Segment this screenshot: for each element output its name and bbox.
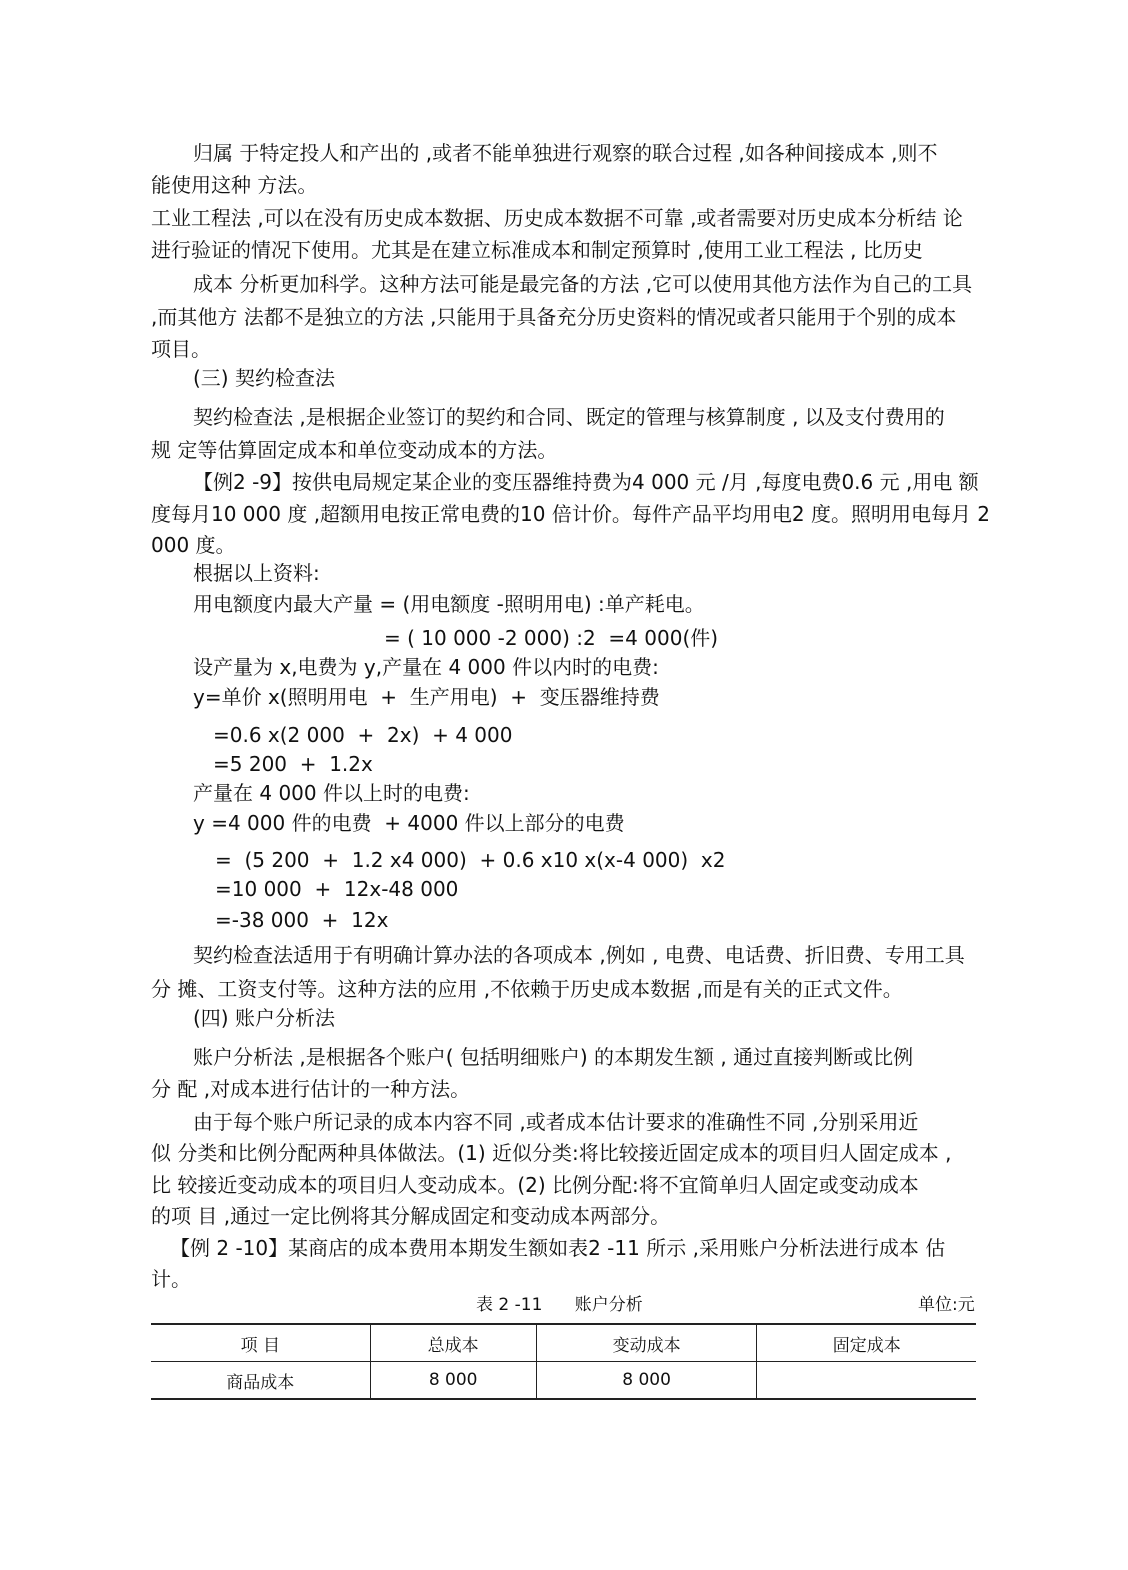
header-item: 项 目 bbox=[151, 1324, 370, 1362]
paragraph-line: 归属 于特定投人和产出的 ,或者不能单独进行观察的联合过程 ,如各种间接成本 ,则不 bbox=[193, 141, 938, 165]
formula-line: =0.6 x(2 000 + 2x) + 4 000 bbox=[213, 723, 513, 747]
formula-line: =5 200 + 1.2x bbox=[213, 752, 373, 776]
table-header-row bbox=[151, 1324, 976, 1362]
paragraph-line: ,而其他方 法都不是独立的方法 ,只能用于具备充分历史资料的情况或者只能用于个别的成本 bbox=[151, 305, 957, 329]
header-variable-cost: 变动成本 bbox=[536, 1324, 757, 1362]
formula-line: y =4 000 件的电费 + 4000 件以上部分的电费 bbox=[193, 811, 625, 835]
paragraph-line: 能使用这种 方法。 bbox=[151, 173, 318, 197]
table-caption: 表 2 -11 账户分析 bbox=[476, 1295, 643, 1315]
cell-fixed-cost bbox=[757, 1362, 976, 1400]
formula-line: =-38 000 + 12x bbox=[215, 908, 389, 932]
header-fixed-cost: 固定成本 bbox=[757, 1324, 976, 1362]
paragraph-line: 000 度。 bbox=[151, 533, 236, 557]
paragraph-line: 契约检查法适用于有明确计算办法的各项成本 ,例如 , 电费、电话费、折旧费、专用工具 bbox=[193, 943, 965, 967]
cell-variable-cost: 8 000 bbox=[536, 1362, 757, 1400]
paragraph-line: 根据以上资料: bbox=[193, 561, 320, 585]
formula-line: 用电额度内最大产量 = (用电额度 -照明用电) :单产耗电。 bbox=[193, 592, 705, 616]
paragraph-line: 设产量为 x,电费为 y,产量在 4 000 件以内时的电费: bbox=[193, 655, 659, 679]
cell-total-cost: 8 000 bbox=[370, 1362, 536, 1400]
formula-line: = (5 200 + 1.2 x4 000) + 0.6 x10 x(x-4 000) x2 bbox=[215, 848, 726, 872]
formula-line: y=单价 x(照明用电 + 生产用电) + 变压器维持费 bbox=[193, 685, 660, 709]
paragraph-line: 似 分类和比例分配两种具体做法。(1) 近似分类:将比较接近固定成本的项目归人固定成本 , bbox=[151, 1141, 952, 1165]
paragraph-line: 分 配 ,对成本进行估计的一种方法。 bbox=[151, 1077, 471, 1101]
paragraph-line: 工业工程法 ,可以在没有历史成本数据、历史成本数据不可靠 ,或者需要对历史成本分析结 论 bbox=[151, 206, 963, 230]
section-heading: (四) 账户分析法 bbox=[193, 1006, 335, 1030]
paragraph-line: 计。 bbox=[151, 1267, 191, 1291]
cell-item: 商品成本 bbox=[151, 1362, 370, 1400]
paragraph-line: 度每月10 000 度 ,超额用电按正常电费的10 倍计价。每件产品平均用电2 度。照明用电每月 2 bbox=[151, 502, 991, 526]
paragraph-line: 分 摊、工资支付等。这种方法的应用 ,不依赖于历史成本数据 ,而是有关的正式文件。 bbox=[151, 977, 903, 1001]
paragraph-line: 的项 目 ,通过一定比例将其分解成固定和变动成本两部分。 bbox=[151, 1204, 671, 1228]
paragraph-line: 产量在 4 000 件以上时的电费: bbox=[193, 781, 470, 805]
paragraph-line: 成本 分析更加科学。这种方法可能是最完备的方法 ,它可以使用其他方法作为自己的工具 bbox=[193, 272, 973, 296]
paragraph-line: 账户分析法 ,是根据各个账户( 包括明细账户) 的本期发生额 , 通过直接判断或比例 bbox=[193, 1045, 914, 1069]
paragraph-line: 由于每个账户所记录的成本内容不同 ,或者成本估计要求的准确性不同 ,分别采用近 bbox=[193, 1110, 919, 1134]
formula-line: =10 000 + 12x-48 000 bbox=[215, 877, 459, 901]
section-heading: (三) 契约检查法 bbox=[193, 366, 335, 390]
table-unit: 单位:元 bbox=[918, 1295, 975, 1315]
paragraph-line: 规 定等估算固定成本和单位变动成本的方法。 bbox=[151, 438, 558, 462]
table-row bbox=[151, 1362, 976, 1400]
formula-line: = ( 10 000 -2 000) :2 =4 000(件) bbox=[384, 626, 719, 650]
paragraph-line: 进行验证的情况下使用。尤其是在建立标准成本和制定预算时 ,使用工业工程法 , 比历史 bbox=[151, 238, 923, 262]
paragraph-line: 【例 2 -10】某商店的成本费用本期发生额如表2 -11 所示 ,采用账户分析法进行成本 估 bbox=[170, 1236, 946, 1260]
paragraph-line: 项目。 bbox=[151, 337, 211, 361]
paragraph-line: 比 较接近变动成本的项目归人变动成本。(2) 比例分配:将不宜简单归人固定或变动成本 bbox=[151, 1173, 919, 1197]
account-analysis-table bbox=[151, 1323, 976, 1400]
paragraph-line: 【例2 -9】按供电局规定某企业的变压器维持费为4 000 元 /月 ,每度电费0.6 元 ,用电 额 bbox=[193, 470, 979, 494]
paragraph-line: 契约检查法 ,是根据企业签订的契约和合同、既定的管理与核算制度 , 以及支付费用的 bbox=[193, 405, 945, 429]
header-total-cost: 总成本 bbox=[370, 1324, 536, 1362]
